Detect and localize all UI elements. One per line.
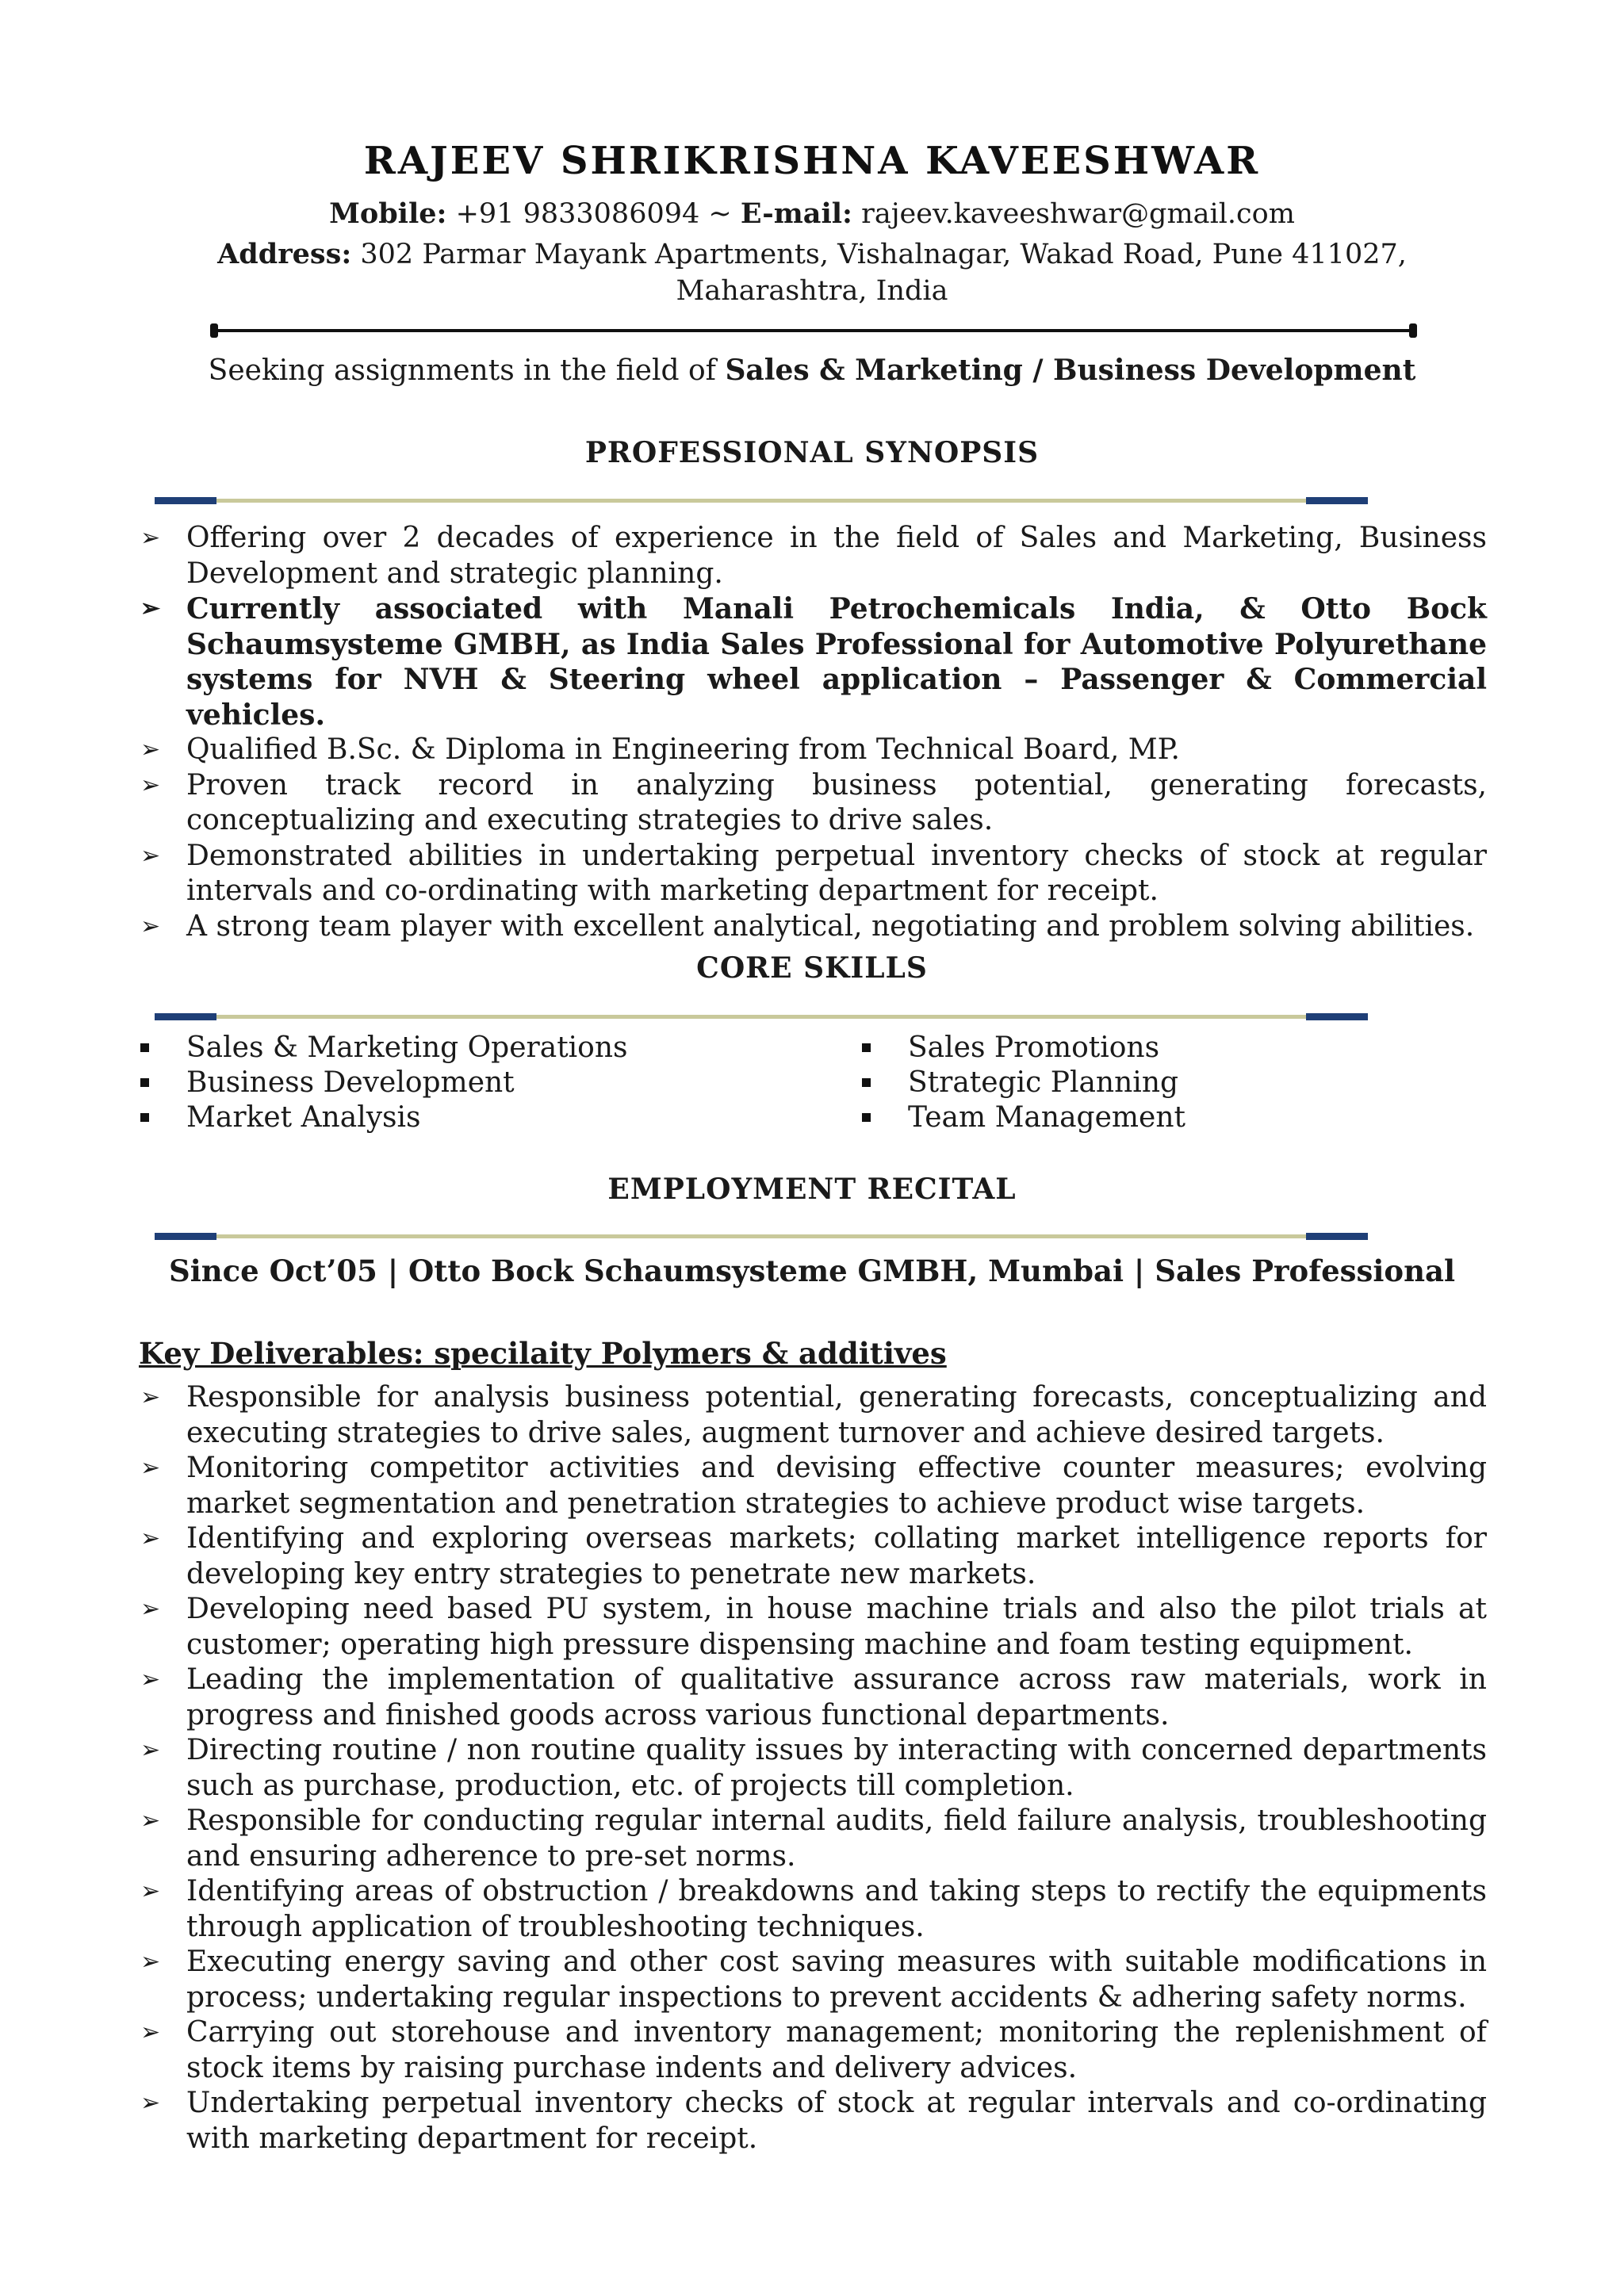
square-bullet-icon bbox=[140, 1078, 149, 1087]
list-item: ➢ Identifying and exploring overseas markets; collating market intelligence reports for developing key entry strategies to penetrate new markets. bbox=[140, 1522, 1487, 1590]
list-item: ➢ Undertaking perpetual inventory checks of stock at regular intervals and co-ordinating with marketing department for receipt. bbox=[140, 2087, 1487, 2155]
square-bullet-icon bbox=[140, 1043, 149, 1052]
list-item: ➢ Offering over 2 decades of experience in the field of Sales and Marketing, Business Development and strategic planning. bbox=[140, 522, 1487, 590]
skills-column-right bbox=[860, 1031, 1185, 1135]
list-item: ➢ Currently associated with Manali Petrochemicals India, & Otto Bock Schaumsysteme GMBH, as India Sales Professional for Automotive Polyurethane systems for NVH & Steering wheel application – Passenger & Commercial vehicles. bbox=[140, 592, 1487, 732]
address-line-1: 302 Parmar Mayank Apartments, Vishalnagar, Wakad Road, Pune 411027, bbox=[360, 239, 1407, 270]
section-title-employment: EMPLOYMENT RECITAL bbox=[607, 1173, 1017, 1206]
list-item: ➢ A strong team player with excellent analytical, negotiating and problem solving abilities. bbox=[139, 909, 1487, 945]
contact-line bbox=[0, 196, 1624, 232]
arrow-bullet-icon: ➢ bbox=[140, 841, 161, 870]
arrow-bullet-icon: ➢ bbox=[140, 595, 161, 622]
skill-item: Sales Promotions bbox=[860, 1031, 1185, 1066]
square-bullet-icon bbox=[862, 1078, 871, 1087]
list-item: ➢ Responsible for analysis business potential, generating forecasts, conceptualizing and executing strategies to drive sales, augment turnover and achieve desired targets. bbox=[140, 1381, 1487, 1449]
candidate-name: RAJEEV SHRIKRISHNA KAVEESHWAR bbox=[363, 139, 1261, 183]
arrow-bullet-icon: ➢ bbox=[140, 2089, 161, 2117]
arrow-bullet-icon: ➢ bbox=[140, 1666, 161, 1693]
list-item: ➢ Directing routine / non routine quality issues by interacting with concerned departments such as purchase, production, etc. of projects till completion. bbox=[140, 1734, 1487, 1802]
arrow-bullet-icon: ➢ bbox=[140, 736, 161, 763]
list-item: ➢ Identifying areas of obstruction / breakdowns and taking steps to rectify the equipments through application of troubleshooting techniques. bbox=[140, 1875, 1487, 1943]
skill-item: Market Analysis bbox=[139, 1100, 860, 1135]
list-item: ➢ Qualified B.Sc. & Diploma in Engineering from Technical Board, MP. bbox=[139, 733, 1487, 768]
section-divider bbox=[155, 1013, 1368, 1020]
job-heading: Since Oct’05 | Otto Bock Schaumsysteme GMBH, Mumbai | Sales Professional bbox=[168, 1253, 1456, 1288]
address-line-2: Maharashtra, India bbox=[676, 275, 948, 307]
square-bullet-icon bbox=[140, 1113, 149, 1122]
synopsis-list bbox=[139, 521, 1487, 944]
list-item: ➢ Developing need based PU system, in house machine trials and also the pilot trials at customer; operating high pressure dispensing machine and foam testing equipment. bbox=[140, 1593, 1487, 1661]
list-item: ➢ Demonstrated abilities in undertaking perpetual inventory checks of stock at regular intervals and co-ordinating with marketing department for receipt. bbox=[140, 839, 1487, 907]
header-divider bbox=[215, 329, 1412, 332]
mobile-number: +91 9833086094 bbox=[455, 198, 700, 230]
arrow-bullet-icon: ➢ bbox=[140, 524, 161, 552]
list-item: ➢ Proven track record in analyzing business potential, generating forecasts, conceptualizing and executing strategies to drive sales. bbox=[140, 768, 1487, 836]
address-label: Address: bbox=[217, 238, 352, 270]
skill-item: Business Development bbox=[139, 1066, 860, 1100]
list-item: ➢ Carrying out storehouse and inventory management; monitoring the replenishment of stock items by raising purchase indents and delivery advices. bbox=[140, 2016, 1487, 2084]
arrow-bullet-icon: ➢ bbox=[140, 1877, 161, 1905]
objective-prefix: Seeking assignments in the field of bbox=[208, 354, 716, 387]
square-bullet-icon bbox=[862, 1113, 871, 1122]
arrow-bullet-icon: ➢ bbox=[140, 1736, 161, 1764]
arrow-bullet-icon: ➢ bbox=[140, 1454, 161, 1482]
deliverables-heading: Key Deliverables: specilaity Polymers & additives bbox=[139, 1336, 947, 1371]
arrow-bullet-icon: ➢ bbox=[140, 1948, 161, 1976]
list-item: ➢ Leading the implementation of qualitative assurance across raw materials, work in progress and finished goods across various functional departments. bbox=[140, 1663, 1487, 1732]
arrow-bullet-icon: ➢ bbox=[140, 912, 161, 940]
address-block bbox=[0, 236, 1624, 309]
contact-separator: ~ bbox=[708, 198, 732, 230]
section-title-core-skills: CORE SKILLS bbox=[696, 951, 928, 985]
arrow-bullet-icon: ➢ bbox=[140, 1383, 161, 1411]
skill-item: Team Management bbox=[860, 1100, 1185, 1135]
deliverables-list bbox=[139, 1380, 1487, 2156]
skill-item: Strategic Planning bbox=[860, 1066, 1185, 1100]
section-divider bbox=[155, 497, 1368, 504]
arrow-bullet-icon: ➢ bbox=[140, 771, 161, 799]
core-skills-grid bbox=[139, 1031, 1487, 1135]
section-divider bbox=[155, 1233, 1368, 1240]
skills-column-left bbox=[139, 1031, 860, 1135]
square-bullet-icon bbox=[862, 1043, 871, 1052]
list-item: ➢ Executing energy saving and other cost saving measures with suitable modifications in process; undertaking regular inspections to prevent accidents & adhering safety norms. bbox=[140, 1946, 1487, 2014]
mobile-label: Mobile: bbox=[329, 197, 447, 230]
arrow-bullet-icon: ➢ bbox=[140, 2019, 161, 2046]
email-address[interactable]: rajeev.kaveeshwar@gmail.com bbox=[861, 198, 1295, 230]
arrow-bullet-icon: ➢ bbox=[140, 1525, 161, 1552]
section-title-synopsis: PROFESSIONAL SYNOPSIS bbox=[584, 436, 1040, 469]
skill-item: Sales & Marketing Operations bbox=[139, 1031, 860, 1066]
email-label: E-mail: bbox=[740, 197, 852, 230]
list-item: ➢ Responsible for conducting regular internal audits, field failure analysis, troubleshooting and ensuring adherence to pre-set norms. bbox=[140, 1804, 1487, 1873]
objective-line bbox=[0, 354, 1624, 387]
arrow-bullet-icon: ➢ bbox=[140, 1807, 161, 1835]
objective-focus: Sales & Marketing / Business Development bbox=[725, 354, 1416, 387]
list-item: ➢ Monitoring competitor activities and devising effective counter measures; evolving market segmentation and penetration strategies to achieve product wise targets. bbox=[140, 1452, 1487, 1520]
arrow-bullet-icon: ➢ bbox=[140, 1595, 161, 1623]
